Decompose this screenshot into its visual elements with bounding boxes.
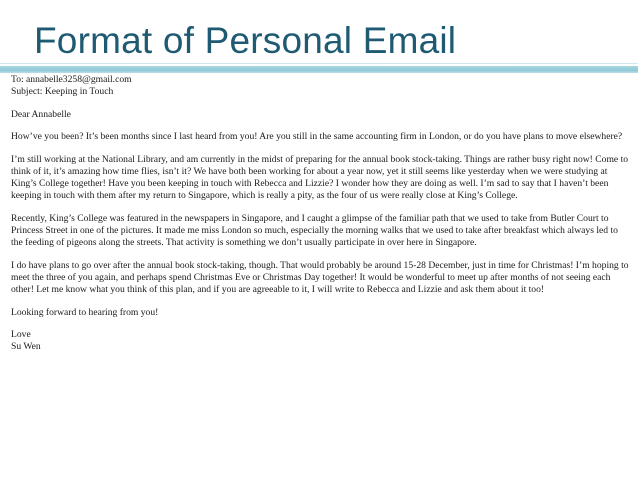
email-closing: Love xyxy=(11,329,31,341)
email-body xyxy=(11,74,629,354)
email-paragraph-1: How’ve you been? It’s been months since I last heard from you! Are you still in the same accounting firm in London, or do you have plans to move elsewhere? xyxy=(11,131,623,143)
email-paragraph-5: Looking forward to hearing from you! xyxy=(11,306,159,318)
email-paragraph-4: I do have plans to go over after the annual book stock-taking, though. That would probably be around 15-28 December, just in time for Christmas! I’m hoping to meet the three of you again, and perhaps spend Christmas Eve or Christmas Day together! It would be wonderful to meet up after months of not seeing each other! Let me know what you think of this plan, and if you are agreeable to it, I will write to Rebecca and Lizzie and ask them about it too! xyxy=(11,259,629,296)
email-greeting: Dear Annabelle xyxy=(11,108,71,120)
email-paragraph-2: I’m still working at the National Library, and am currently in the midst of preparing for the annual book stock-taking. Things are rather busy right now! Come to think of it, it’s amazing how time flies, isn’t it? We have both been working for about a year now, yet it still seems like yesterday when we were studying at King’s College together! Have you been keeping in touch with Rebecca and Lizzie? I wonder how they are doing as well. I’m sad to say that I haven’t been keeping in touch with them after my return to Singapore, which is really a pity, as the four of us were really close at King’s College. xyxy=(11,153,629,202)
title-divider xyxy=(0,66,638,73)
email-to-line: To: annabelle3258@gmail.com xyxy=(11,74,132,85)
email-subject-line: Subject: Keeping in Touch xyxy=(11,86,114,98)
email-paragraph-3: Recently, King’s College was featured in the newspapers in Singapore, and I caught a glimpse of the familiar path that we used to take from Butler Court to Princess Street in one of the pictures. It made me miss London so much, especially the morning walks that we used to take after breakfast which always led to the feeding of pigeons along the streets. That activity is something we don’t usually participate in over here in Singapore. xyxy=(11,212,618,249)
email-signature: Su Wen xyxy=(11,341,41,353)
title-divider-thin xyxy=(0,63,638,64)
slide-title: Format of Personal Email xyxy=(34,20,457,61)
